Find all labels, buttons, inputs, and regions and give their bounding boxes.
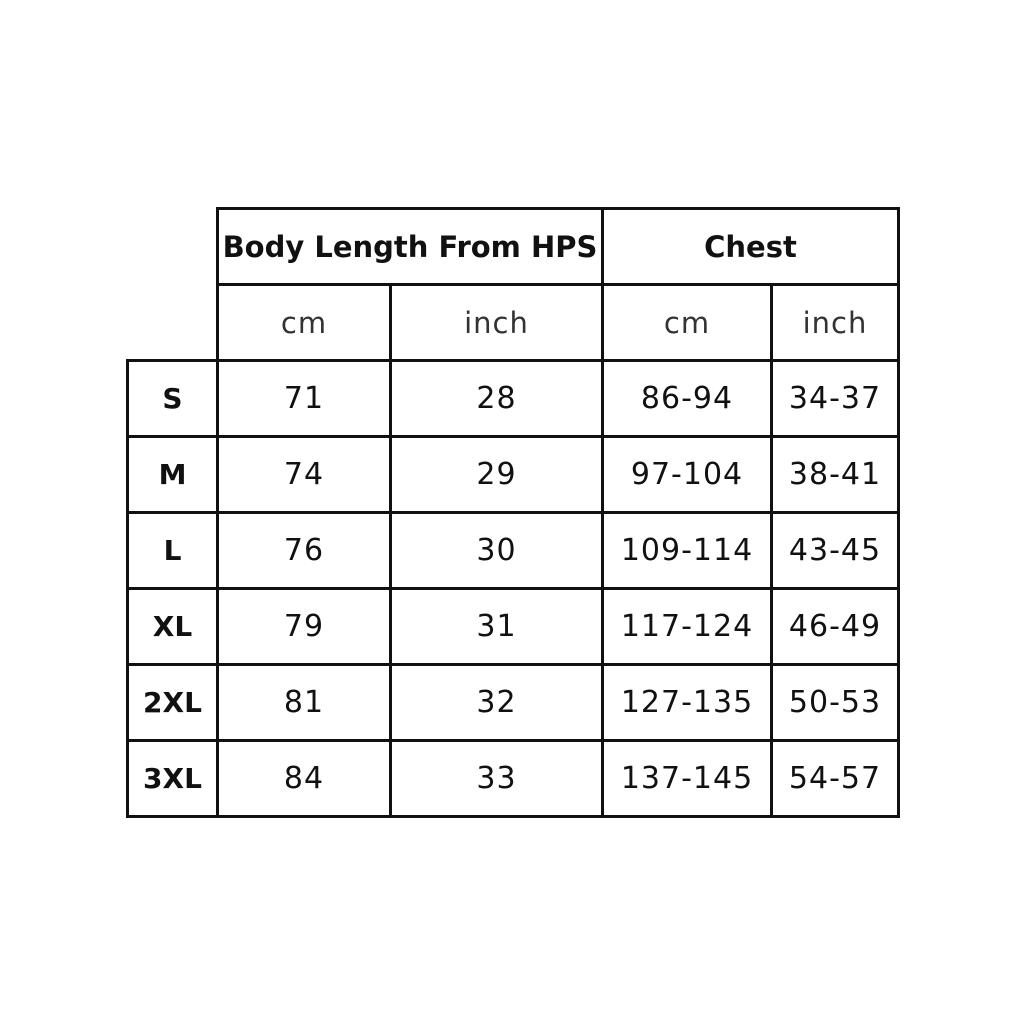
body-length-header: Body Length From HPS	[218, 209, 603, 285]
table-row	[128, 665, 899, 741]
size-chart-table	[126, 207, 900, 818]
length-cm-cell: 84	[218, 741, 391, 817]
chest-inch-cell: 38-41	[772, 437, 899, 513]
unit-header-chest-inch: inch	[772, 285, 899, 361]
unit-header-row	[128, 285, 899, 361]
table-row	[128, 437, 899, 513]
length-inch-cell: 28	[391, 361, 603, 437]
length-inch-cell: 31	[391, 589, 603, 665]
chest-header: Chest	[603, 209, 899, 285]
size-label: 3XL	[128, 741, 218, 817]
chest-cm-cell: 109-114	[603, 513, 772, 589]
chest-cm-cell: 86-94	[603, 361, 772, 437]
chest-cm-cell: 97-104	[603, 437, 772, 513]
chest-inch-cell: 43-45	[772, 513, 899, 589]
length-cm-cell: 79	[218, 589, 391, 665]
length-inch-cell: 29	[391, 437, 603, 513]
chest-cm-cell: 117-124	[603, 589, 772, 665]
length-inch-cell: 33	[391, 741, 603, 817]
table-row	[128, 513, 899, 589]
chest-inch-cell: 34-37	[772, 361, 899, 437]
corner-cell	[128, 209, 218, 361]
length-cm-cell: 76	[218, 513, 391, 589]
length-cm-cell: 74	[218, 437, 391, 513]
table-row	[128, 589, 899, 665]
length-cm-cell: 81	[218, 665, 391, 741]
size-label: L	[128, 513, 218, 589]
group-header-row	[128, 209, 899, 285]
chest-cm-cell: 127-135	[603, 665, 772, 741]
length-inch-cell: 32	[391, 665, 603, 741]
size-label: 2XL	[128, 665, 218, 741]
unit-header-chest-cm: cm	[603, 285, 772, 361]
table-row	[128, 741, 899, 817]
unit-header-length-cm: cm	[218, 285, 391, 361]
chest-inch-cell: 54-57	[772, 741, 899, 817]
size-label: XL	[128, 589, 218, 665]
unit-header-length-inch: inch	[391, 285, 603, 361]
length-inch-cell: 30	[391, 513, 603, 589]
size-label: M	[128, 437, 218, 513]
size-label: S	[128, 361, 218, 437]
chest-cm-cell: 137-145	[603, 741, 772, 817]
chest-inch-cell: 46-49	[772, 589, 899, 665]
table-row	[128, 361, 899, 437]
chest-inch-cell: 50-53	[772, 665, 899, 741]
length-cm-cell: 71	[218, 361, 391, 437]
